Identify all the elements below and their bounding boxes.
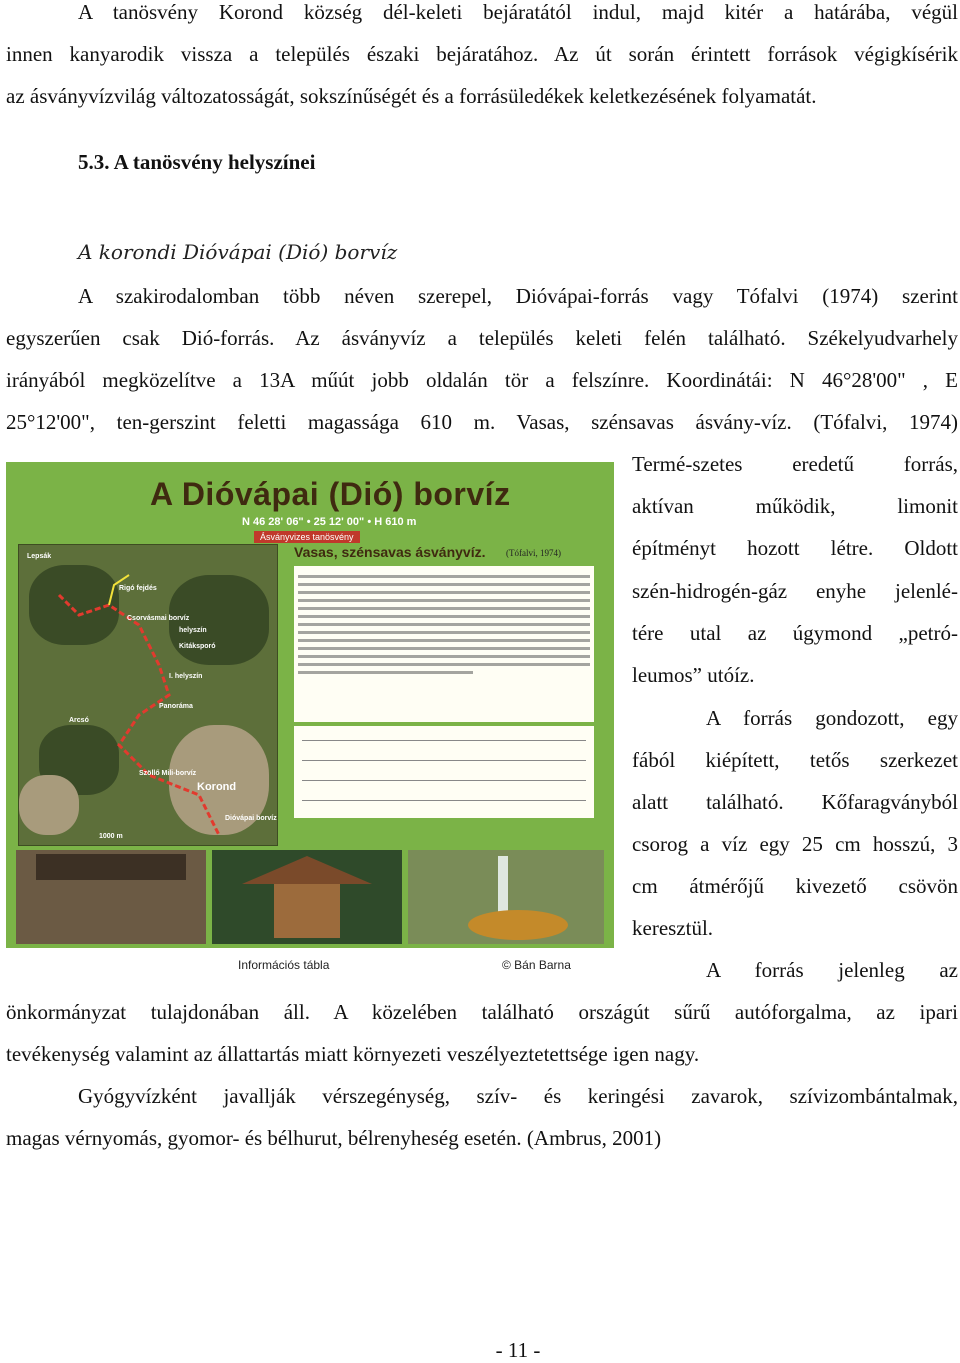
spring-spout-photo (408, 850, 604, 944)
para2-line-2: tevékenység valamint az állattartás miatt környezeti veszélyeztetettsége igen nagy. (6, 1042, 700, 1066)
map-label: Kitáksporó (179, 643, 216, 650)
board-subtitle: Vasas, szénsavas ásványvíz. (294, 544, 486, 560)
side-line: csorog a víz egy 25 cm hosszú, 3 (632, 832, 958, 856)
board-badge: Ásványvizes tanösvény (254, 531, 360, 543)
map-label: Panoráma (159, 703, 193, 710)
map-label: Korond (197, 781, 237, 793)
map-label: Dióvápai borvíz (225, 815, 277, 822)
map-label: Rigó fejdés (119, 585, 157, 592)
board-text-block (294, 566, 594, 722)
map-label: Csorvásmai borvíz (127, 615, 190, 622)
para3-line-2: magas vérnyomás, gyomor- és bélhurut, bélrenyheség esetén. (Ambrus, 2001) (6, 1126, 662, 1150)
map-scale: 1000 m (99, 833, 123, 840)
intro-line-2: innen kanyarodik vissza a település északi bejáratához. Az út során érintett források végigkísérik (6, 42, 958, 66)
side-line: A forrás jelenleg az (706, 958, 958, 982)
para1-line-2: egyszerűen csak Dió-forrás. Az ásványvíz a település keleti felén található. Székelyudvarhely (6, 326, 958, 350)
map-label: I. helyszín (169, 673, 203, 680)
board-source: (Tófalvi, 1974) (506, 548, 561, 558)
figure-caption-right: © Bán Barna (502, 958, 571, 972)
side-line: aktívan működik, limonit (632, 494, 958, 518)
wooden-well-photo (212, 850, 402, 944)
page-number: - 11 - (495, 1338, 541, 1362)
para1-line-4: 25°12'00", ten-gerszint feletti magassága 610 m. Vasas, szénsavas ásvány-víz. (Tófalvi, 1974) (6, 410, 958, 434)
map-label: helyszín (179, 627, 207, 634)
spring-subheading: A korondi Dióvápai (Dió) borvíz (78, 240, 398, 264)
side-line: A forrás gondozott, egy (706, 706, 958, 730)
info-board-photo (6, 462, 614, 948)
para1-line-1: A szakirodalomban több néven szerepel, Dióvápai-forrás vagy Tófalvi (1974) szerint (78, 284, 958, 308)
side-line: fából kiépített, tetős szerkezet (632, 748, 958, 772)
board-coords: N 46 28' 06" • 25 12' 00" • H 610 m (242, 516, 417, 528)
side-line: építményt hozott létre. Oldott (632, 536, 958, 560)
side-line: szén-hidrogén-gáz enyhe jelenlé- (632, 579, 958, 603)
side-line: tére utal az úgymond „petró- (632, 621, 958, 645)
side-line: Termé-szetes eredetű forrás, (632, 452, 958, 476)
intro-line-1: A tanösvény Korond község dél-keleti bejáratától indul, majd kitér a határába, végül (78, 0, 958, 24)
board-map (18, 544, 278, 846)
side-line: alatt található. Kőfaragványból (632, 790, 958, 814)
map-label: Arcsó (69, 717, 89, 724)
map-label: Lepsák (27, 553, 52, 560)
map-label: Szöllő Mili-borvíz (139, 770, 197, 777)
board-analysis-table (294, 726, 594, 818)
para2-line-1: önkormányzat tulajdonában áll. A közelében található országút sűrű autóforgalma, az ipari (6, 1000, 958, 1024)
section-heading: 5.3. A tanösvény helyszínei (78, 150, 316, 174)
board-title: A Dióvápai (Dió) borvíz (150, 476, 511, 512)
figure-caption-left: Információs tábla (238, 958, 330, 972)
para1-line-3: irányából megközelítve a 13A műút jobb oldalán tör a felszínre. Koordinátái: N 46°28'00" , E (6, 368, 958, 392)
shelter-photo (16, 850, 206, 944)
side-line: cm átmérőjű kivezető csövön (632, 874, 958, 898)
side-line: keresztül. (632, 916, 714, 940)
side-line: leumos” utóíz. (632, 663, 755, 687)
intro-line-3: az ásványvízvilág változatosságát, sokszínűségét és a forrásüledékek keletkezésének folyamatát. (6, 84, 817, 108)
para3-line-1: Gyógyvízként javallják vérszegénység, szív- és keringési zavarok, szívizombántalmak, (78, 1084, 958, 1108)
